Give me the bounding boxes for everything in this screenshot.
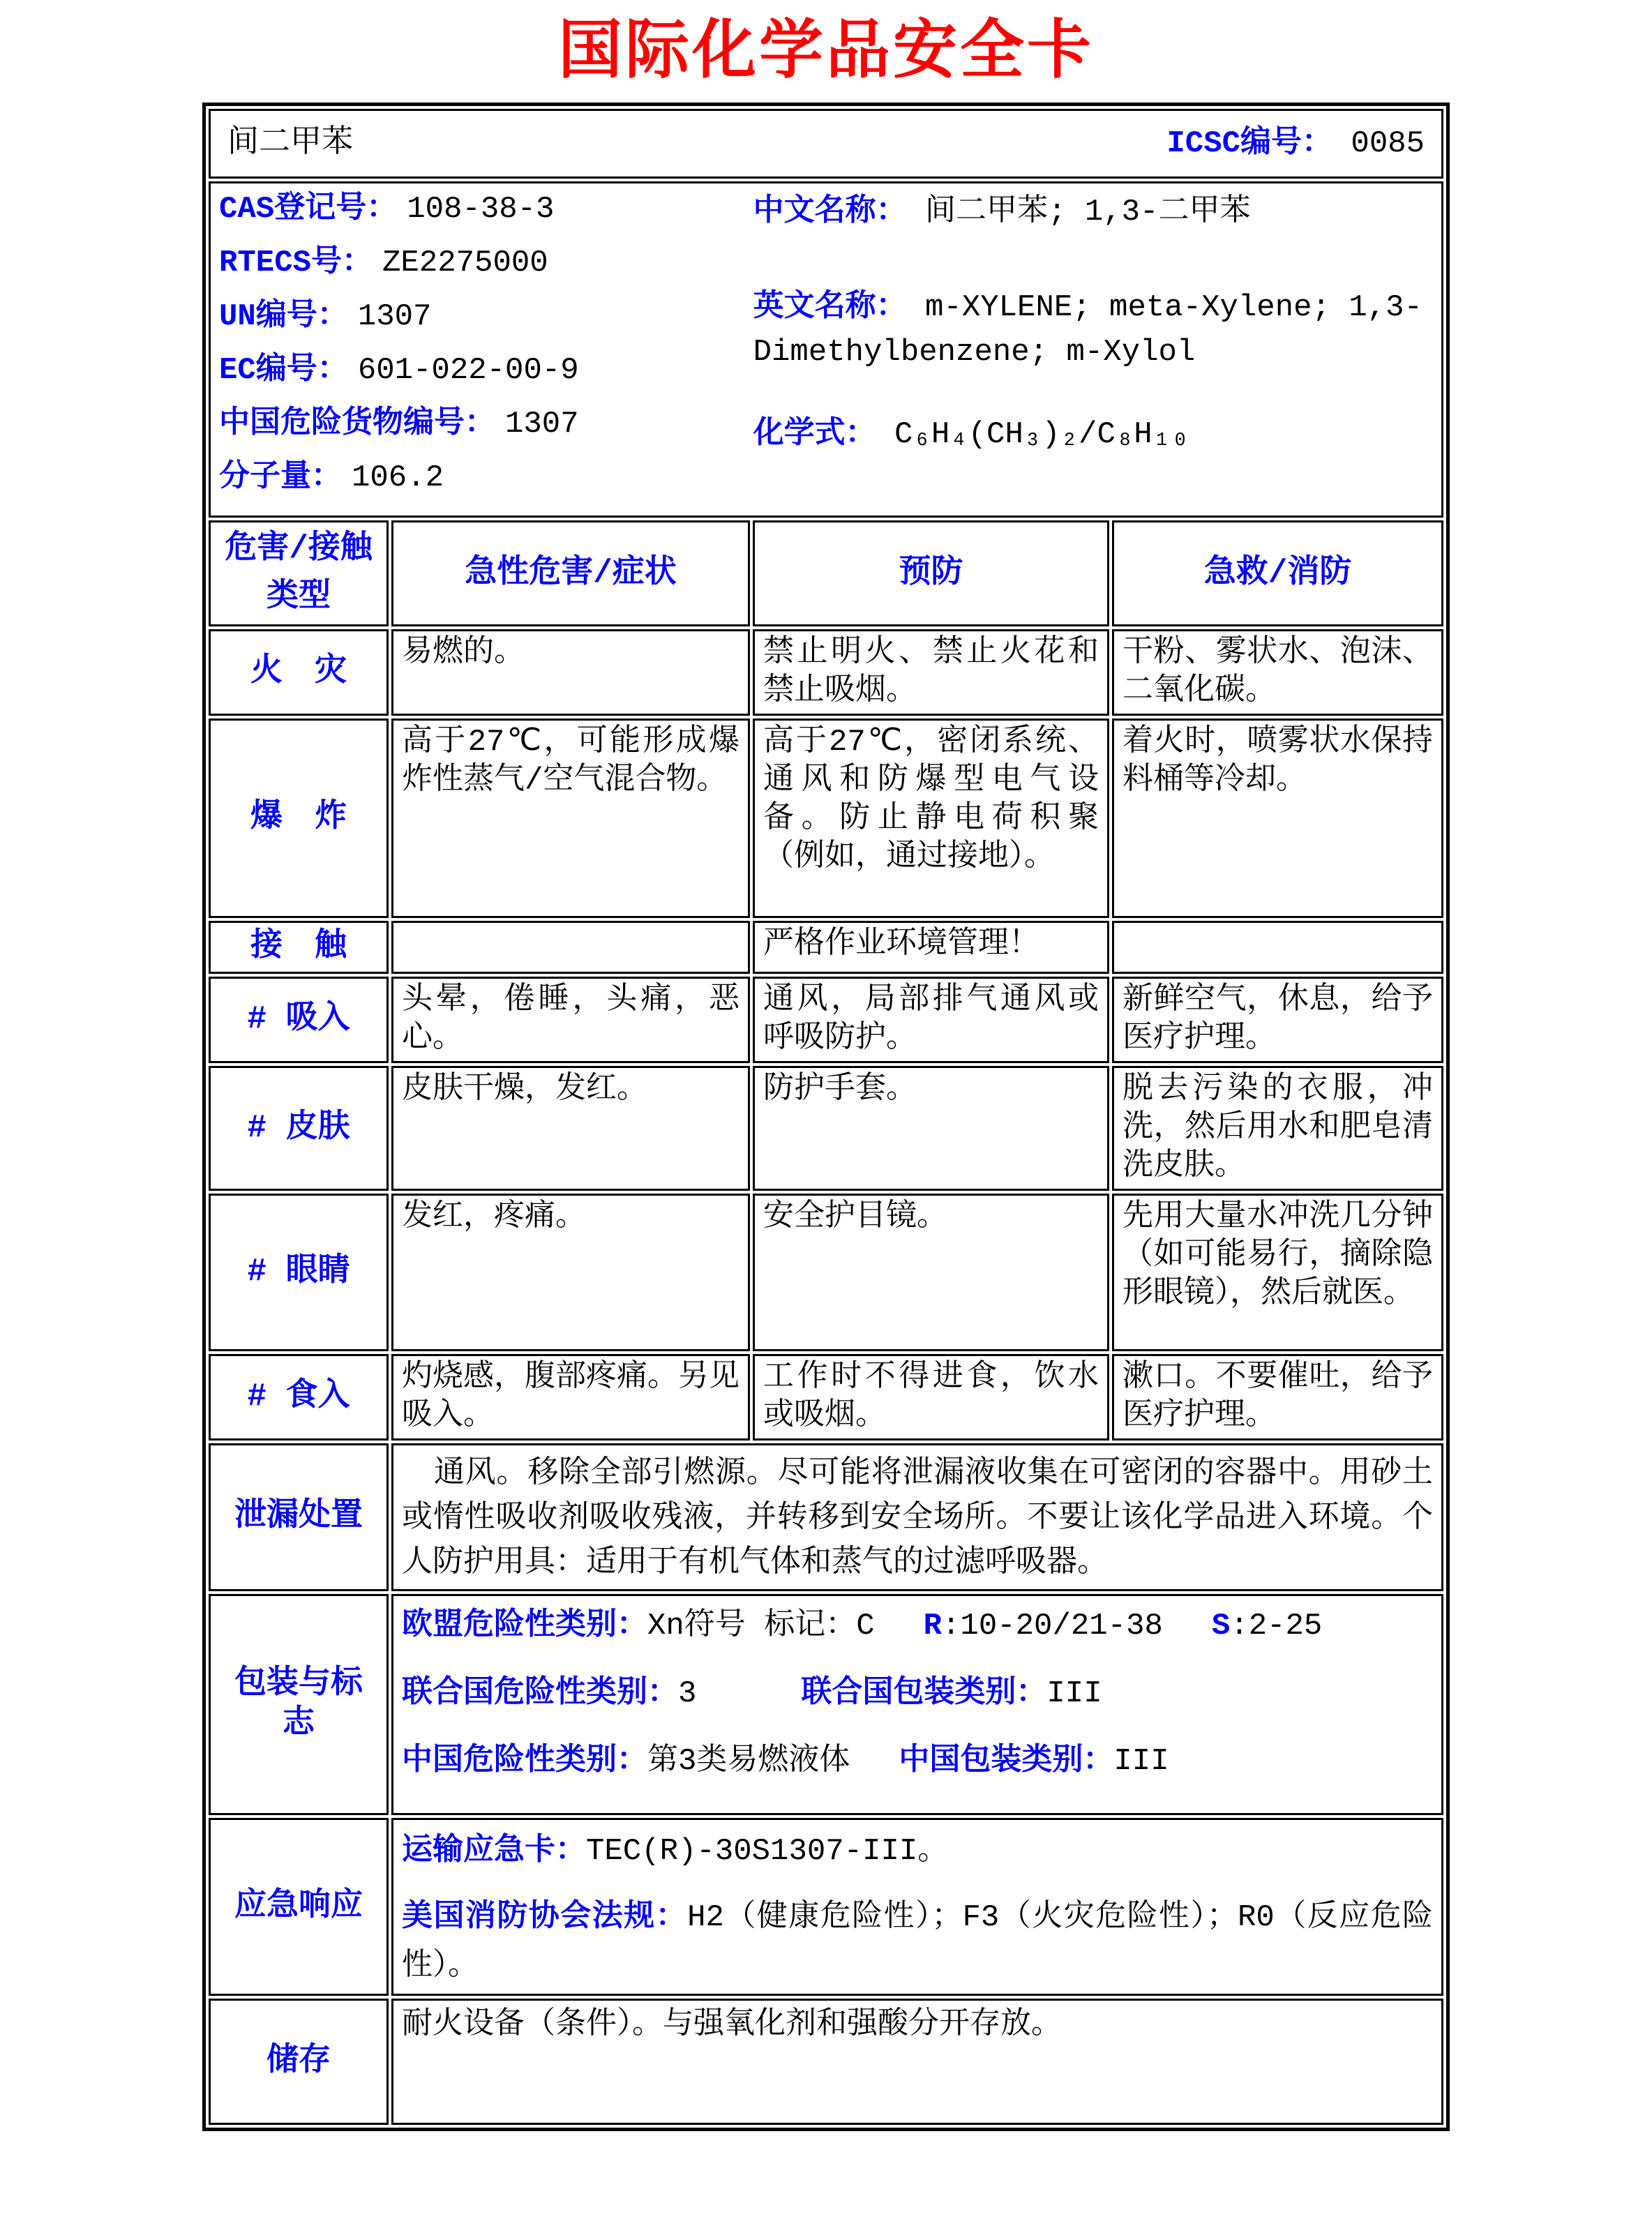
inhalation-prevention: 通风，局部排气通风或呼吸防护。 (753, 977, 1109, 1063)
icsc-number-label: ICSC编号： (1166, 126, 1333, 161)
spill-row (209, 1443, 1443, 1590)
storage-text: 耐火设备（条件）。与强氧化剂和强酸分开存放。 (402, 2008, 1062, 2043)
inhalation-response: 新鲜空气，休息，给予医疗护理。 (1112, 977, 1443, 1063)
formula-value: C₆H₄(CH₃)₂/C₈H₁₀ (894, 416, 1189, 452)
tec-label: 运输应急卡： (402, 1833, 586, 1869)
un-number-value: 1307 (357, 299, 432, 335)
un-number-label: UN编号： (219, 299, 348, 335)
identifiers-row (209, 181, 1443, 518)
emergency-section-label: 应急响应 (209, 1818, 389, 1996)
fire-symptoms: 易燃的。 (391, 629, 750, 716)
storage-section-label: 储存 (209, 1999, 389, 2125)
r-phrase-label: R (923, 1608, 943, 1644)
skin-type-label: # 皮肤 (209, 1066, 389, 1191)
packaging-section-label: 包装与标志 (209, 1594, 389, 1815)
header-symptoms: 急性危害/症状 (391, 520, 750, 626)
un-number-line (219, 298, 753, 336)
contact-type-label: 接 触 (209, 921, 389, 974)
inhalation-symptoms: 头晕，倦睡，头痛，恶心。 (391, 977, 750, 1063)
eyes-row (209, 1194, 1443, 1351)
contact-response-empty (1112, 921, 1443, 974)
emergency-row (209, 1818, 1443, 1996)
page-title: 国际化学品安全卡 (557, 18, 1094, 91)
un-pack-value: III (1046, 1676, 1102, 1711)
explosion-type-label: 爆 炸 (209, 719, 389, 918)
explosion-response: 着火时，喷雾状水保持料桶等冷却。 (1112, 719, 1443, 918)
rtecs-number-line (219, 244, 753, 283)
icsc-number-value: 0085 (1351, 126, 1425, 161)
tec-line (402, 1833, 1433, 1871)
ec-number-line (219, 352, 753, 390)
cas-number-value: 108-38-3 (407, 192, 555, 227)
s-phrase-label: S (1211, 1608, 1231, 1644)
name-cell (209, 109, 1443, 179)
nfpa-value: H2（健康危险性）；F3（火灾危险性）；R0（反应危险性）。 (402, 1900, 1434, 1984)
china-dg-number-line (219, 405, 753, 444)
spill-section-label: 泄漏处置 (209, 1443, 389, 1590)
chinese-name-value: 间二甲苯; 1,3-二甲苯 (925, 195, 1251, 230)
icsc-number-group (1166, 125, 1425, 163)
ingestion-response: 漱口。不要催吐，给予医疗护理。 (1112, 1354, 1443, 1441)
identifiers-left-column (219, 190, 753, 513)
chemical-name: 间二甲苯 (227, 126, 354, 162)
molecular-weight-label: 分子量： (219, 460, 342, 496)
spill-text: 通风。移除全部引燃源。尽可能将泄漏液收集在可密闭的容器中。用砂土或惰性吸收剂吸收残液，并转移到安全场所。不要让该化学品进入环境。个人防护用具：适用于有机气体和蒸气的过滤呼吸器。 (402, 1457, 1434, 1581)
fire-row (209, 629, 1443, 716)
cn-class-label: 中国危险性类别： (402, 1743, 647, 1779)
s-phrase-value: :2-25 (1230, 1608, 1323, 1644)
molecular-weight-line (219, 459, 753, 497)
spill-section-cell (391, 1443, 1443, 1590)
eu-class-label: 欧盟危险性类别： (402, 1608, 647, 1644)
storage-row (209, 1999, 1443, 2125)
skin-row (209, 1066, 1443, 1191)
explosion-prevention: 高于27℃，密闭系统、通风和防爆型电气设备。防止静电荷积聚（例如，通过接地）。 (753, 719, 1109, 918)
fire-response: 干粉、雾状水、泡沫、二氧化碳。 (1112, 629, 1443, 716)
identifiers-cell (209, 181, 1443, 518)
packaging-row (209, 1594, 1443, 1815)
ingestion-symptoms: 灼烧感，腹部疼痛。另见吸入。 (391, 1354, 750, 1441)
english-name-label: 英文名称： (753, 290, 907, 326)
chinese-name-line (753, 193, 1433, 232)
un-class-value: 3 (678, 1676, 697, 1711)
chinese-name-label: 中文名称： (753, 195, 907, 230)
explosion-row (209, 719, 1443, 918)
eyes-response: 先用大量水冲洗几分钟（如可能易行，摘除隐形眼镜），然后就医。 (1112, 1194, 1443, 1351)
eu-class-line (402, 1607, 1433, 1646)
eyes-symptoms: 发红，疼痛。 (391, 1194, 750, 1351)
contact-prevention: 严格作业环境管理！ (753, 921, 1109, 974)
cas-number-line (219, 190, 753, 229)
nfpa-label: 美国消防协会法规： (402, 1900, 688, 1935)
ingestion-prevention: 工作时不得进食，饮水或吸烟。 (753, 1354, 1109, 1441)
eyes-prevention: 安全护目镜。 (753, 1194, 1109, 1351)
identifiers-right-column (753, 190, 1433, 513)
formula-label: 化学式： (753, 416, 876, 452)
rtecs-number-label: RTECS号： (219, 246, 373, 281)
header-response: 急救/消防 (1112, 520, 1443, 626)
eyes-type-label: # 眼睛 (209, 1194, 389, 1351)
inhalation-row (209, 977, 1443, 1063)
china-dg-number-value: 1307 (505, 407, 579, 442)
tec-value: TEC(R)-30S1307-III。 (586, 1833, 949, 1869)
fire-prevention: 禁止明火、禁止火花和禁止吸烟。 (753, 629, 1109, 716)
molecular-weight-value: 106.2 (352, 460, 444, 496)
skin-prevention: 防护手套。 (753, 1066, 1109, 1191)
china-dg-number-label: 中国危险货物编号： (219, 407, 495, 442)
contact-row (209, 921, 1443, 974)
cn-class-line (402, 1743, 1433, 1781)
hazard-header-row (209, 520, 1443, 626)
r-phrase-value: :10-20/21-38 (942, 1608, 1163, 1644)
contact-symptoms-empty (391, 921, 750, 974)
header-hazard-type: 危害/接触类型 (209, 520, 389, 626)
header-prevention: 预防 (753, 520, 1109, 626)
nfpa-line (402, 1893, 1433, 1992)
formula-line (753, 416, 1433, 454)
cn-pack-label: 中国包装类别： (899, 1743, 1114, 1779)
name-row (209, 109, 1443, 179)
packaging-section-cell (391, 1594, 1443, 1815)
cn-class-value: 第3类易燃液体 (647, 1743, 850, 1779)
cas-number-label: CAS登记号： (219, 192, 398, 227)
un-pack-label: 联合国包装类别： (801, 1676, 1047, 1711)
fire-type-label: 火 灾 (209, 629, 389, 716)
ingestion-type-label: # 食入 (209, 1354, 389, 1441)
ec-number-value: 601-022-00-9 (357, 353, 579, 389)
ingestion-row (209, 1354, 1443, 1441)
cn-pack-value: III (1113, 1743, 1169, 1779)
storage-section-cell (391, 1999, 1443, 2125)
skin-symptoms: 皮肤干燥，发红。 (391, 1066, 750, 1191)
eu-class-value: Xn符号 标记：C (647, 1608, 875, 1644)
ec-number-label: EC编号： (219, 353, 348, 389)
un-class-line (402, 1675, 1433, 1713)
english-name-value: m-XYLENE; meta-Xylene; 1,3-Dimethylbenzene; m-Xylol (753, 290, 1422, 370)
emergency-section-cell (391, 1818, 1443, 1996)
rtecs-number-value: ZE2275000 (382, 246, 548, 281)
un-class-label: 联合国危险性类别： (402, 1676, 678, 1711)
inhalation-type-label: # 吸入 (209, 977, 389, 1063)
explosion-symptoms: 高于27℃，可能形成爆炸性蒸气/空气混合物。 (391, 719, 750, 918)
english-name-line (753, 286, 1433, 375)
icsc-card-table (202, 103, 1450, 2131)
skin-response: 脱去污染的衣服，冲洗，然后用水和肥皂清洗皮肤。 (1112, 1066, 1443, 1191)
